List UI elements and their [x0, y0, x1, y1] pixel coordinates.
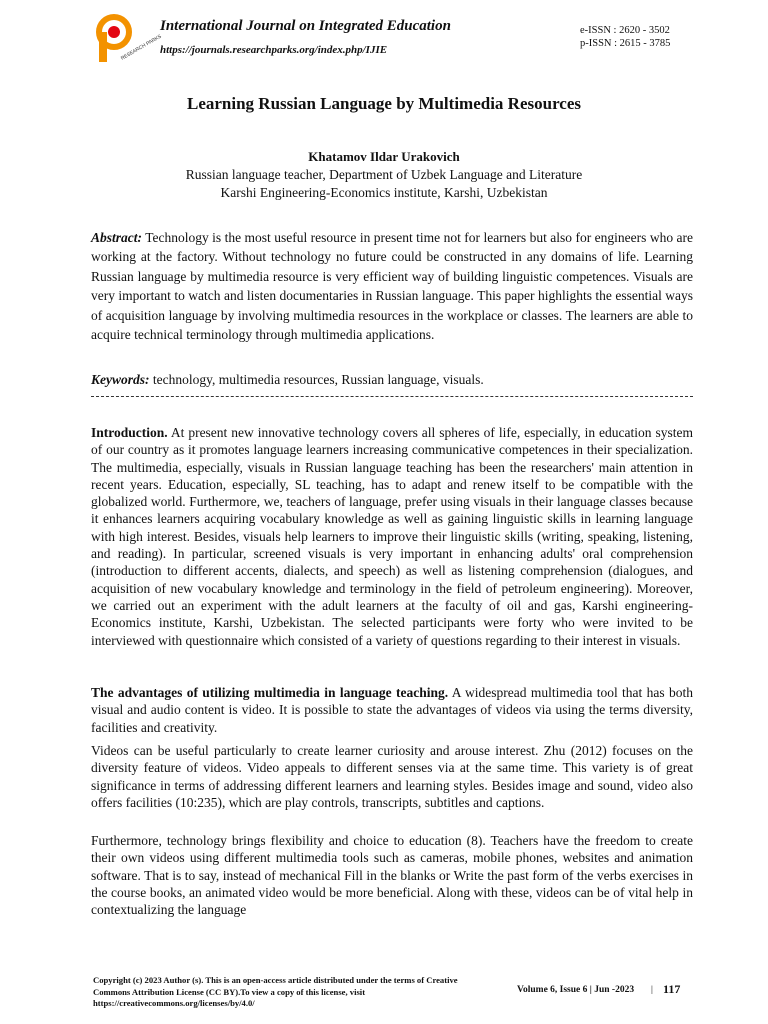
abstract-label: Abstract:	[91, 230, 143, 245]
volume-issue: Volume 6, Issue 6 | Jun -2023	[517, 985, 635, 995]
page-number: 117	[663, 982, 681, 996]
advantages-text: A widespread multimedia tool that has both visual and audio content is video. It is possible to state the advantages of videos via using the terms diversity, facilities and creativity.	[91, 685, 693, 735]
flexibility-paragraph-text: Furthermore, technology brings flexibility and choice to education (8). Teachers have the freedom to create their own videos using different multimedia tools such as cameras, mobile phones, websites and animation software. That is to say, instead of mechanical Fill in the blanks or Write the past form of the verbs exercises in the course books, an animated video would be more beneficial. Along with these, videos can be of vital help in contextualizing the language	[91, 833, 693, 918]
author-name: Khatamov Ildar Urakovich	[308, 149, 460, 164]
flexibility-paragraph	[91, 832, 693, 918]
advantages-section	[91, 684, 693, 736]
introduction-text: At present new innovative technology covers all spheres of life, especially, in education system of our country as it promotes language learners increasing communicative competences in their specialization. The multimedia, especially, visuals in Russian language teaching has been the researchers' main attention in recent years. Education, especially, SL teaching, has to adapt and renew itself to be compatible with the globalized world. Furthermore, we, teachers of language, prefer using visuals in their language classes because it enhances learners acquiring vocabulary knowledge as well as gaining linguistic skills in learning language with high interest. Besides, visuals help learners to improve their linguistic skills (writing, speaking, listening, and reading). In particular, screened visuals is very important in enhancing adults' oral comprehension (introduction to different accents, dialects, and speech) as well as listening comprehension (dialogues, and acquisition of new vocabulary knowledge and terminology in the field of petroleum engineering). Moreover, we carried out an experiment with the adult learners at the faculty of oil and gas, Karshi engineering-Economics institute, Karshi, Uzbekistan. The selected participants were forty who were invited to be interviewed with questionnaire which consisted of a variety of questions regarding to their interest in visuals.	[91, 425, 693, 648]
advantages-label: The advantages of utilizing multimedia in language teaching.	[91, 685, 449, 700]
footer-separator: |	[651, 985, 653, 995]
abstract-text: Technology is the most useful resource in present time not for learners but also for engineers who are working at the factory. Without technology no future could be constructed in any domains of life. Learning Russian language by multimedia resource is very efficient way of building linguistic competences. Visuals are very important to watch and listen documentaries in Russian language. This paper highlights the essential ways of acquisition language by involving multimedia resources in the workplace or classes. The learners are able to acquire technical terminology through multimedia applications.	[91, 230, 693, 343]
section-divider	[91, 396, 693, 397]
keywords-label: Keywords:	[91, 372, 150, 387]
introduction-section	[91, 424, 693, 649]
svg-text:RESEARCH PARKS: RESEARCH PARKS	[120, 33, 163, 62]
license-notice: Copyright (c) 2023 Author (s). This is an open-access article distributed under the terms of Creative Commons Attribution License (CC BY).To view a copy of this license, visit https://creativecommons.org/licenses/by/4.0/	[93, 975, 458, 1008]
abstract-section	[91, 228, 693, 344]
affiliation-department: Russian language teacher, Department of Uzbek Language and Literature	[185, 167, 583, 182]
journal-url[interactable]: https://journals.researchparks.org/index.php/IJIE	[160, 44, 388, 56]
issn-block	[580, 24, 670, 50]
paper-title: Learning Russian Language by Multimedia Resources	[186, 94, 582, 113]
journal-logo	[94, 12, 163, 68]
eissn: e-ISSN : 2620 - 3502	[580, 25, 670, 36]
introduction-label: Introduction.	[91, 425, 168, 440]
affiliation-institute: Karshi Engineering-Economics institute, Karshi, Uzbekistan	[220, 185, 548, 200]
journal-title: International Journal on Integrated Education	[160, 18, 451, 34]
videos-paragraph	[91, 742, 693, 811]
pissn: p-ISSN : 2615 - 3785	[580, 38, 671, 49]
keywords-text: technology, multimedia resources, Russian language, visuals.	[149, 372, 484, 387]
videos-paragraph-text: Videos can be useful particularly to create learner curiosity and arouse interest. Zhu (2012) focuses on the diversity feature of videos. Video appeals to different senses via at the same time. This variety is of great significance in terms of addressing different learners and learning styles. Besides image and sound, video also offers facilities (10:235), which are play controls, transcripts, subtitles and captions.	[91, 743, 693, 810]
keywords-section	[91, 371, 693, 388]
